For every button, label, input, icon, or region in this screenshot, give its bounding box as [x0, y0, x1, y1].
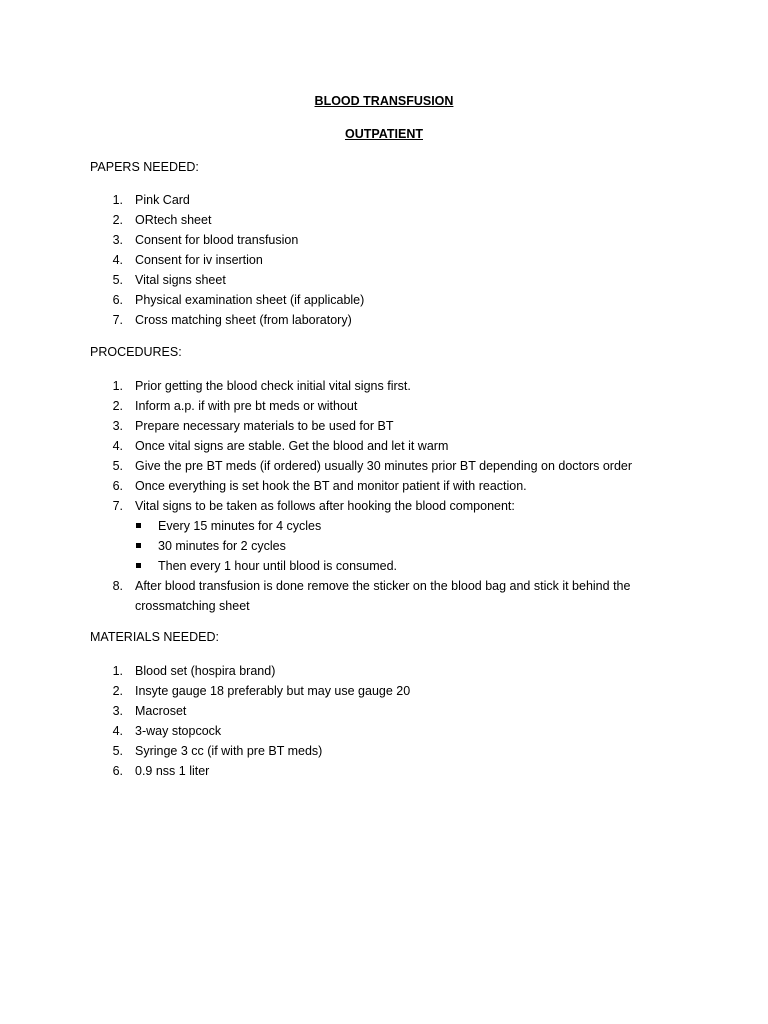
- bullet-icon: [136, 523, 141, 528]
- list-number: 5.: [112, 744, 123, 758]
- list-number: 5.: [112, 459, 123, 473]
- list-text: Consent for blood transfusion: [135, 233, 299, 247]
- list-number: 8.: [112, 579, 123, 593]
- list-number: 6.: [112, 293, 123, 307]
- bullet-icon: [136, 563, 141, 568]
- list-number: 4.: [112, 253, 123, 267]
- list-text: Once everything is set hook the BT and monitor patient if with reaction.: [135, 479, 527, 493]
- procedures-heading: PROCEDURES:: [90, 345, 182, 359]
- list-text: Prior getting the blood check initial vital signs first.: [135, 379, 411, 393]
- list-text: Pink Card: [135, 193, 190, 207]
- list-text: Give the pre BT meds (if ordered) usually 30 minutes prior BT depending on doctors order: [135, 459, 633, 473]
- list-text: Macroset: [135, 704, 187, 718]
- document-title: BLOOD TRANSFUSION: [314, 94, 454, 108]
- list-text: Consent for iv insertion: [135, 253, 263, 267]
- list-number: 7.: [112, 499, 123, 513]
- list-text: Vital signs to be taken as follows after hooking the blood component:: [135, 499, 515, 513]
- document-subtitle: OUTPATIENT: [344, 127, 423, 141]
- list-number: 2.: [112, 213, 123, 227]
- list-number: 6.: [112, 764, 123, 778]
- list-number: 4.: [112, 724, 123, 738]
- bullet-icon: [136, 543, 141, 548]
- list-text: Blood set (hospira brand): [135, 664, 276, 678]
- list-number: 2.: [112, 684, 123, 698]
- list-text: Once vital signs are stable. Get the blood and let it warm: [135, 439, 449, 453]
- papers-heading: PAPERS NEEDED:: [90, 160, 199, 174]
- list-text: Inform a.p. if with pre bt meds or without: [135, 399, 358, 413]
- sub-list-text: Every 15 minutes for 4 cycles: [158, 519, 322, 533]
- sub-list-text: Then every 1 hour until blood is consumed.: [158, 559, 398, 573]
- list-number: 4.: [112, 439, 123, 453]
- list-number: 2.: [112, 399, 123, 413]
- list-number: 1.: [112, 664, 123, 678]
- list-number: 1.: [112, 193, 123, 207]
- sub-list-text: 30 minutes for 2 cycles: [158, 539, 286, 553]
- list-text: Cross matching sheet (from laboratory): [135, 313, 352, 327]
- list-number: 5.: [112, 273, 123, 287]
- list-number: 3.: [112, 704, 123, 718]
- list-number: 1.: [112, 379, 123, 393]
- list-number: 6.: [112, 479, 123, 493]
- list-number: 3.: [112, 233, 123, 247]
- list-text: 0.9 nss 1 liter: [135, 764, 210, 778]
- list-number: 7.: [112, 313, 123, 327]
- list-text: Physical examination sheet (if applicable): [135, 293, 365, 307]
- list-text: Vital signs sheet: [135, 273, 226, 287]
- list-number: 3.: [112, 419, 123, 433]
- list-text: After blood transfusion is done remove the sticker on the blood bag and stick it behind the crossmatching sheet: [135, 579, 631, 613]
- list-text: Prepare necessary materials to be used for BT: [135, 419, 394, 433]
- list-text: Insyte gauge 18 preferably but may use gauge 20: [135, 684, 411, 698]
- list-text: ORtech sheet: [135, 213, 212, 227]
- materials-heading: MATERIALS NEEDED:: [90, 630, 219, 644]
- list-text: 3-way stopcock: [135, 724, 222, 738]
- list-text: Syringe 3 cc (if with pre BT meds): [135, 744, 323, 758]
